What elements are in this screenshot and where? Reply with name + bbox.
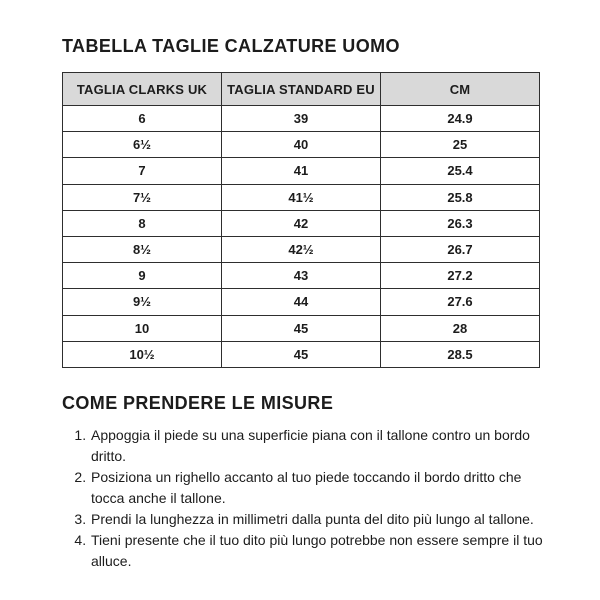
cell-cm: 25 — [381, 132, 540, 158]
cell-cm: 28.5 — [381, 341, 540, 367]
size-table-body — [63, 106, 540, 368]
instruction-item: 1. Appoggia il piede su una superficie piana con il tallone contro un bordo dritto. — [90, 425, 544, 467]
cell-eu: 43 — [222, 263, 381, 289]
table-row — [63, 263, 540, 289]
cell-cm: 27.6 — [381, 289, 540, 315]
table-row — [63, 341, 540, 367]
cell-cm: 28 — [381, 315, 540, 341]
table-row — [63, 289, 540, 315]
table-row — [63, 158, 540, 184]
instructions-title: COME PRENDERE LE MISURE — [62, 392, 334, 413]
table-row — [63, 210, 540, 236]
cell-eu: 42 — [222, 210, 381, 236]
header-cell-standard-eu: TAGLIA STANDARD EU — [222, 73, 381, 106]
cell-uk: 10 — [63, 315, 222, 341]
cell-cm: 26.3 — [381, 210, 540, 236]
cell-uk: 7½ — [63, 184, 222, 210]
header-cell-cm: CM — [381, 73, 540, 106]
size-table-header-row — [63, 73, 540, 106]
cell-cm: 24.9 — [381, 106, 540, 132]
cell-eu: 40 — [222, 132, 381, 158]
cell-eu: 42½ — [222, 236, 381, 262]
cell-uk: 6 — [63, 106, 222, 132]
header-cell-clarks-uk: TAGLIA CLARKS UK — [63, 73, 222, 106]
page-title: TABELLA TAGLIE CALZATURE UOMO — [62, 36, 400, 56]
instruction-item: 4. Tieni presente che il tuo dito più lungo potrebbe non essere sempre il tuo alluce. — [90, 530, 544, 572]
cell-uk: 8 — [63, 210, 222, 236]
cell-uk: 7 — [63, 158, 222, 184]
table-row — [63, 315, 540, 341]
cell-uk: 8½ — [63, 236, 222, 262]
table-row — [63, 236, 540, 262]
table-row — [63, 106, 540, 132]
size-table-header — [63, 73, 540, 106]
cell-eu: 39 — [222, 106, 381, 132]
cell-cm: 27.2 — [381, 263, 540, 289]
cell-eu: 45 — [222, 341, 381, 367]
cell-uk: 9 — [63, 263, 222, 289]
table-row — [63, 132, 540, 158]
cell-cm: 25.8 — [381, 184, 540, 210]
size-table — [62, 72, 540, 368]
cell-uk: 6½ — [63, 132, 222, 158]
table-row — [63, 184, 540, 210]
instruction-item: 3. Prendi la lunghezza in millimetri dalla punta del dito più lungo al tallone. — [90, 509, 544, 530]
cell-cm: 25.4 — [381, 158, 540, 184]
cell-eu: 45 — [222, 315, 381, 341]
cell-uk: 10½ — [63, 341, 222, 367]
cell-eu: 41 — [222, 158, 381, 184]
instructions-list — [62, 425, 544, 572]
cell-uk: 9½ — [63, 289, 222, 315]
cell-eu: 44 — [222, 289, 381, 315]
cell-cm: 26.7 — [381, 236, 540, 262]
cell-eu: 41½ — [222, 184, 381, 210]
instruction-item: 2. Posiziona un righello accanto al tuo piede toccando il bordo dritto che tocca anche il tallone. — [90, 467, 544, 509]
